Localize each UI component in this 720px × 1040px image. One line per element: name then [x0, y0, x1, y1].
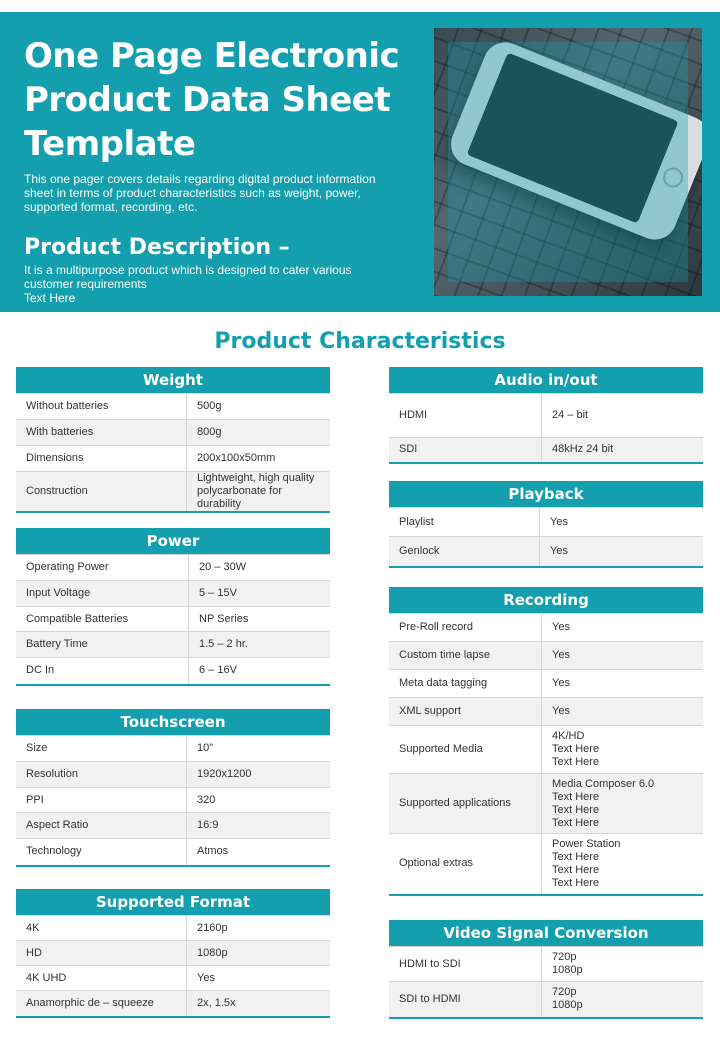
- table-row: [389, 670, 703, 698]
- spec-value-line: 720p: [552, 986, 577, 999]
- spec-value-line: Text Here: [552, 876, 600, 889]
- spec-value: 800g: [187, 420, 331, 446]
- table-row: [389, 614, 703, 642]
- power-table: [16, 554, 330, 684]
- spec-value: Yes: [540, 508, 704, 537]
- table-row: [16, 420, 330, 446]
- playback-card: [389, 481, 703, 568]
- playback-table: [389, 507, 703, 566]
- spec-value: 500g: [187, 394, 331, 420]
- table-row: [16, 632, 330, 658]
- description-heading: Product Description –: [24, 235, 290, 260]
- spec-value: [542, 726, 704, 774]
- spec-label: SDI: [389, 438, 542, 462]
- spec-value: Yes: [542, 642, 704, 670]
- recording-card-title: Recording: [389, 587, 703, 613]
- weight-table: [16, 393, 330, 511]
- spec-label: HDMI: [389, 394, 542, 438]
- spec-label: Construction: [16, 472, 187, 512]
- playback-card-title: Playback: [389, 481, 703, 507]
- spec-value: Yes: [540, 537, 704, 566]
- table-row: [16, 762, 330, 788]
- spec-value: 1.5 – 2 hr.: [189, 632, 331, 658]
- table-row: [16, 736, 330, 762]
- table-row: [16, 581, 330, 607]
- spec-value-line: 720p: [552, 951, 577, 963]
- spec-value: 200x100x50mm: [187, 446, 331, 472]
- format-table: [16, 915, 330, 1016]
- spec-label: PPI: [16, 788, 187, 813]
- spec-label: DC In: [16, 658, 189, 684]
- description-extra: Text Here: [24, 291, 76, 305]
- spec-value-line: Text Here: [552, 863, 600, 876]
- spec-value: 320: [187, 788, 331, 813]
- table-row: [16, 813, 330, 839]
- table-row: [389, 537, 703, 566]
- table-row: [389, 508, 703, 537]
- spec-label: Supported Media: [389, 726, 542, 774]
- intro-text: This one pager covers details regarding digital product information sheet in terms of product characteristics such as weight, power, supported format, recording, etc.: [24, 172, 376, 214]
- spec-value: Yes: [542, 698, 704, 726]
- spec-label: HD: [16, 941, 187, 966]
- spec-value: NP Series: [189, 607, 331, 632]
- recording-table: [389, 613, 703, 894]
- table-row: [16, 916, 330, 941]
- table-row: [389, 726, 703, 774]
- spec-value: Yes: [542, 670, 704, 698]
- table-row: [16, 658, 330, 684]
- spec-value-line: Text Here: [552, 803, 600, 816]
- table-row: [389, 982, 703, 1017]
- spec-label: SDI to HDMI: [389, 982, 542, 1017]
- audio-card-title: Audio in/out: [389, 367, 703, 393]
- photo-overlay: [448, 42, 688, 282]
- spec-value: 16:9: [187, 813, 331, 839]
- spec-value: 10": [187, 736, 331, 762]
- table-row: [389, 698, 703, 726]
- table-row: [16, 394, 330, 420]
- section-title: Product Characteristics: [214, 329, 506, 354]
- spec-value-line: 1080p: [552, 964, 583, 976]
- spec-value: 48kHz 24 bit: [542, 438, 704, 462]
- table-row: [389, 438, 703, 462]
- table-row: [16, 991, 330, 1016]
- spec-label: Anamorphic de – squeeze: [16, 991, 187, 1016]
- spec-value-line: Text Here: [552, 743, 600, 755]
- spec-label: Meta data tagging: [389, 670, 542, 698]
- spec-value-line: Text Here: [552, 756, 600, 768]
- weight-card-title: Weight: [16, 367, 330, 393]
- table-row: [389, 394, 703, 438]
- spec-label: Operating Power: [16, 555, 189, 581]
- table-row: [16, 472, 330, 512]
- table-row: [16, 941, 330, 966]
- spec-value-line: Text Here: [552, 790, 600, 803]
- table-row: [16, 446, 330, 472]
- audio-card: [389, 367, 703, 464]
- spec-value: Yes: [542, 614, 704, 642]
- description-body: It is a multipurpose product which is designed to cater various customer requirements: [24, 263, 352, 291]
- spec-value: 1080p: [187, 941, 331, 966]
- spec-value: 6 – 16V: [189, 658, 331, 684]
- format-card-title: Supported Format: [16, 889, 330, 915]
- spec-value: Yes: [187, 966, 331, 991]
- spec-value-line: Text Here: [552, 850, 600, 863]
- spec-label: Pre-Roll record: [389, 614, 542, 642]
- spec-label: With batteries: [16, 420, 187, 446]
- spec-label: Resolution: [16, 762, 187, 788]
- spec-label: Custom time lapse: [389, 642, 542, 670]
- spec-value: [542, 834, 704, 894]
- power-card-title: Power: [16, 528, 330, 554]
- spec-value: Lightweight, high quality polycarbonate for durability: [187, 472, 331, 512]
- spec-value: [542, 947, 704, 982]
- spec-value: Atmos: [187, 839, 331, 865]
- spec-value-line: 1080p: [552, 999, 583, 1012]
- supported-format-card: [16, 889, 330, 1018]
- spec-label: Compatible Batteries: [16, 607, 189, 632]
- table-row: [389, 642, 703, 670]
- table-row: [389, 774, 703, 834]
- spec-label: Battery Time: [16, 632, 189, 658]
- touchscreen-card: [16, 709, 330, 867]
- table-row: [16, 555, 330, 581]
- spec-value-line: Text Here: [552, 816, 600, 829]
- spec-label: 4K UHD: [16, 966, 187, 991]
- power-card: [16, 528, 330, 686]
- table-row: [389, 834, 703, 894]
- spec-label: 4K: [16, 916, 187, 941]
- product-photo: [434, 28, 702, 296]
- spec-label: Without batteries: [16, 394, 187, 420]
- audio-table: [389, 393, 703, 462]
- table-row: [16, 607, 330, 632]
- spec-value-line: Media Composer 6.0: [552, 777, 655, 790]
- table-row: [389, 947, 703, 982]
- spec-value: 20 – 30W: [189, 555, 331, 581]
- spec-value: [542, 982, 704, 1017]
- recording-card: [389, 587, 703, 896]
- table-row: [16, 966, 330, 991]
- touchscreen-card-title: Touchscreen: [16, 709, 330, 735]
- description-text: [24, 263, 384, 305]
- video-card-title: Video Signal Conversion: [389, 920, 703, 946]
- spec-label: Input Voltage: [16, 581, 189, 607]
- spec-label: Playlist: [389, 508, 540, 537]
- spec-value-line: 4K/HD: [552, 730, 585, 742]
- spec-value: 2160p: [187, 916, 331, 941]
- video-signal-card: [389, 920, 703, 1019]
- video-table: [389, 946, 703, 1017]
- spec-value: 1920x1200: [187, 762, 331, 788]
- spec-value: [542, 774, 704, 834]
- touchscreen-table: [16, 735, 330, 865]
- spec-label: Dimensions: [16, 446, 187, 472]
- spec-value-line: Power Station: [552, 837, 621, 850]
- spec-label: Supported applications: [389, 774, 542, 834]
- spec-label: Aspect Ratio: [16, 813, 187, 839]
- spec-label: Optional extras: [389, 834, 542, 894]
- spec-value: 24 – bit: [542, 394, 704, 438]
- spec-label: Genlock: [389, 537, 540, 566]
- weight-card: [16, 367, 330, 513]
- spec-label: HDMI to SDI: [389, 947, 542, 982]
- spec-label: Size: [16, 736, 187, 762]
- table-row: [16, 839, 330, 865]
- spec-label: Technology: [16, 839, 187, 865]
- spec-label: XML support: [389, 698, 542, 726]
- spec-value: 5 – 15V: [189, 581, 331, 607]
- table-row: [16, 788, 330, 813]
- spec-value: 2x, 1.5x: [187, 991, 331, 1016]
- page-title: One Page Electronic Product Data Sheet Template: [24, 36, 400, 164]
